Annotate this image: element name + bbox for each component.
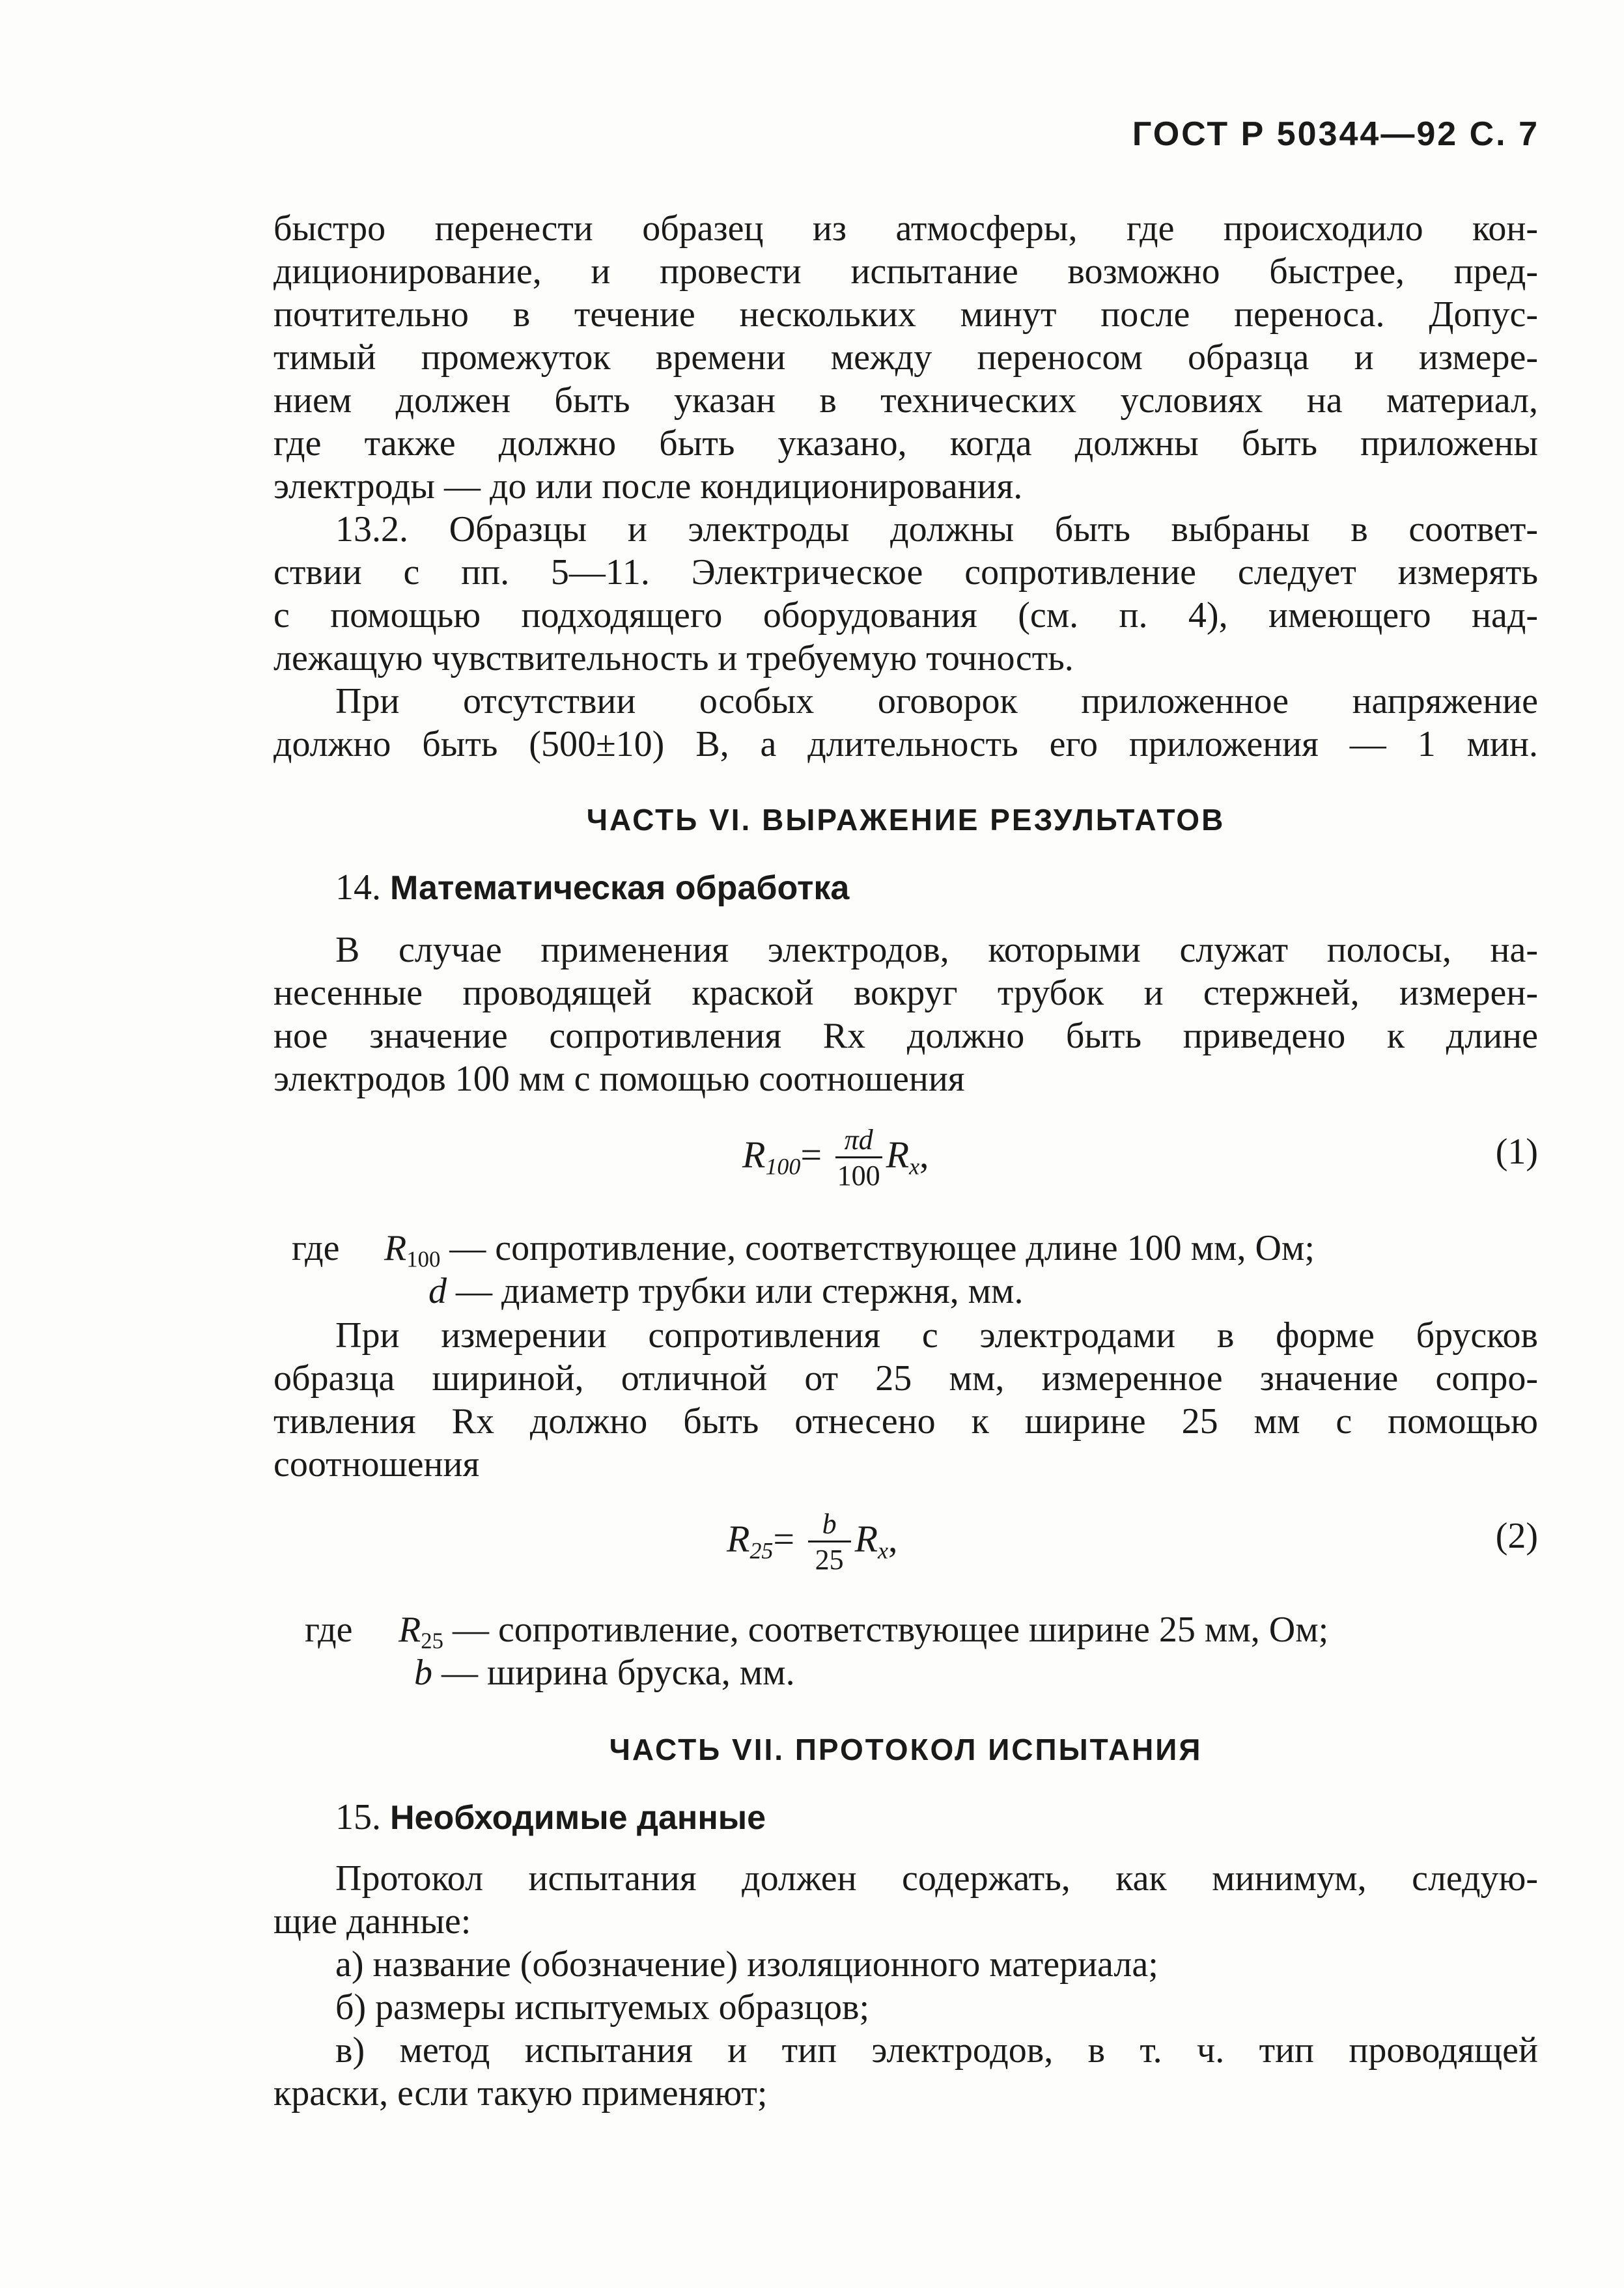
list-item: б) размеры испытуемых образцов; xyxy=(335,1987,870,2028)
definition-symbol: b xyxy=(414,1653,432,1693)
section-number: 15. xyxy=(335,1797,381,1837)
fraction-numerator: b xyxy=(808,1508,851,1542)
protocol-list xyxy=(273,1943,1538,2115)
definition-item xyxy=(414,1651,795,1694)
formula-symbol: R xyxy=(886,1133,910,1176)
section-14-heading xyxy=(335,866,849,910)
fraction-numerator: πd xyxy=(835,1124,882,1158)
text-line: почтительно в течение нескольких минут после переноса. Допус- xyxy=(273,294,1538,335)
formula-symbol: R xyxy=(727,1517,750,1560)
definition-subscript: 25 xyxy=(421,1628,443,1654)
formula-symbol: R xyxy=(742,1133,766,1176)
section-number: 14. xyxy=(335,867,381,908)
formula-fraction xyxy=(835,1124,882,1193)
text-line: где также должно быть указано, когда должны быть приложены xyxy=(273,423,1538,464)
list-item-continuation: краски, если такую применяют; xyxy=(273,2073,768,2114)
text-line: щие данные: xyxy=(273,1901,471,1942)
paragraph-voltage xyxy=(273,680,1538,766)
text-line: электродов 100 мм с помощью соотношения xyxy=(273,1059,965,1099)
formula-subscript: 25 xyxy=(749,1537,774,1564)
paragraph-protocol xyxy=(273,1857,1538,1943)
paragraph-13-2 xyxy=(273,508,1538,680)
equation-number: (2) xyxy=(1495,1516,1538,1556)
text-line: 13.2. Образцы и электроды должны быть выбраны в соответ- xyxy=(335,509,1538,550)
formula-operator: = xyxy=(773,1517,795,1560)
text-line: должно быть (500±10) В, а длительность его приложения — 1 мин. xyxy=(273,724,1538,764)
part-vii-title: ЧАСТЬ VII. ПРОТОКОЛ ИСПЫТАНИЯ xyxy=(609,1733,1203,1766)
list-item: в) метод испытания и тип электродов, в т. ч. тип проводящей xyxy=(335,2030,1538,2071)
text-line: тивления Rx должно быть отнесено к ширине 25 мм с помощью xyxy=(273,1401,1538,1442)
text-line: тимый промежуток времени между переносом образца и измере- xyxy=(273,337,1538,378)
definition-symbol: R xyxy=(399,1610,421,1650)
fraction-denominator: 25 xyxy=(815,1544,844,1576)
section-title: Математическая обработка xyxy=(390,869,850,907)
paragraph-length-normalization xyxy=(273,928,1538,1100)
formula-subscript: x xyxy=(878,1537,889,1564)
text-line: ствии с пп. 5—11. Электрическое сопротивление следует измерять xyxy=(273,552,1538,593)
where-label: где xyxy=(305,1610,353,1650)
formula-punctuation: , xyxy=(888,1517,898,1560)
definition-text: — диаметр трубки или стержня, мм. xyxy=(456,1271,1024,1311)
definition-symbol: R xyxy=(384,1228,407,1268)
text-line: нием должен быть указан в технических условиях на материал, xyxy=(273,380,1538,421)
text-line: ное значение сопротивления Rx должно быть приведено к длине xyxy=(273,1016,1538,1056)
text-line: Протокол испытания должен содержать, как минимум, следую- xyxy=(335,1858,1538,1899)
where-label: где xyxy=(292,1228,340,1268)
text-line: В случае применения электродов, которыми служат полосы, на- xyxy=(335,930,1538,970)
formula-2 xyxy=(273,1485,1538,1595)
equation-number: (1) xyxy=(1495,1132,1538,1172)
text-line: электроды — до или после кондиционирования. xyxy=(273,466,1023,507)
part-vi-title: ЧАСТЬ VI. ВЫРАЖЕНИЕ РЕЗУЛЬТАТОВ xyxy=(586,803,1225,837)
formula-1 xyxy=(273,1100,1538,1211)
definition-subscript: 100 xyxy=(406,1246,441,1272)
page-header: ГОСТ Р 50344—92 С. 7 xyxy=(1132,115,1539,153)
definition-symbol: d xyxy=(428,1271,447,1311)
formula-expression xyxy=(727,1508,898,1578)
text-line: несенные проводящей краской вокруг трубок и стержней, измерен- xyxy=(273,973,1538,1013)
definition-text: — ширина бруска, мм. xyxy=(441,1653,795,1693)
section-title: Необходимые данные xyxy=(390,1799,766,1837)
text-line: быстро перенести образец из атмосферы, где происходило кон- xyxy=(273,208,1538,249)
paragraph-conditioning xyxy=(273,207,1538,508)
formula-punctuation: , xyxy=(919,1133,929,1176)
definition-item xyxy=(428,1270,1023,1313)
definition-text: — сопротивление, соответствующее ширине 25 мм, Ом; xyxy=(452,1610,1329,1650)
definition-text: — сопротивление, соответствующее длине 100 мм, Ом; xyxy=(449,1228,1315,1268)
text-line: диционирование, и провести испытание возможно быстрее, пред- xyxy=(273,251,1538,292)
fraction-denominator: 100 xyxy=(837,1160,880,1192)
list-item: а) название (обозначение) изоляционного материала; xyxy=(335,1944,1158,1985)
text-line: При отсутствии особых оговорок приложенное напряжение xyxy=(335,681,1538,721)
formula-expression xyxy=(742,1124,929,1193)
paragraph-width-normalization xyxy=(273,1314,1538,1486)
text-line: При измерении сопротивления с электродами в форме брусков xyxy=(335,1315,1538,1356)
text-line: образца шириной, отличной от 25 мм, измеренное значение сопро- xyxy=(273,1358,1538,1399)
formula-subscript: 100 xyxy=(765,1153,801,1180)
formula-fraction xyxy=(808,1508,851,1578)
text-line: соотношения xyxy=(273,1444,480,1485)
formula-operator: = xyxy=(800,1133,822,1176)
formula-symbol: R xyxy=(854,1517,878,1560)
text-line: с помощью подходящего оборудования (см. п. 4), имеющего над- xyxy=(273,595,1538,635)
formula-subscript: x xyxy=(909,1153,920,1180)
text-line: лежащую чувствительность и требуемую точность. xyxy=(273,638,1074,678)
section-15-heading xyxy=(335,1796,766,1839)
